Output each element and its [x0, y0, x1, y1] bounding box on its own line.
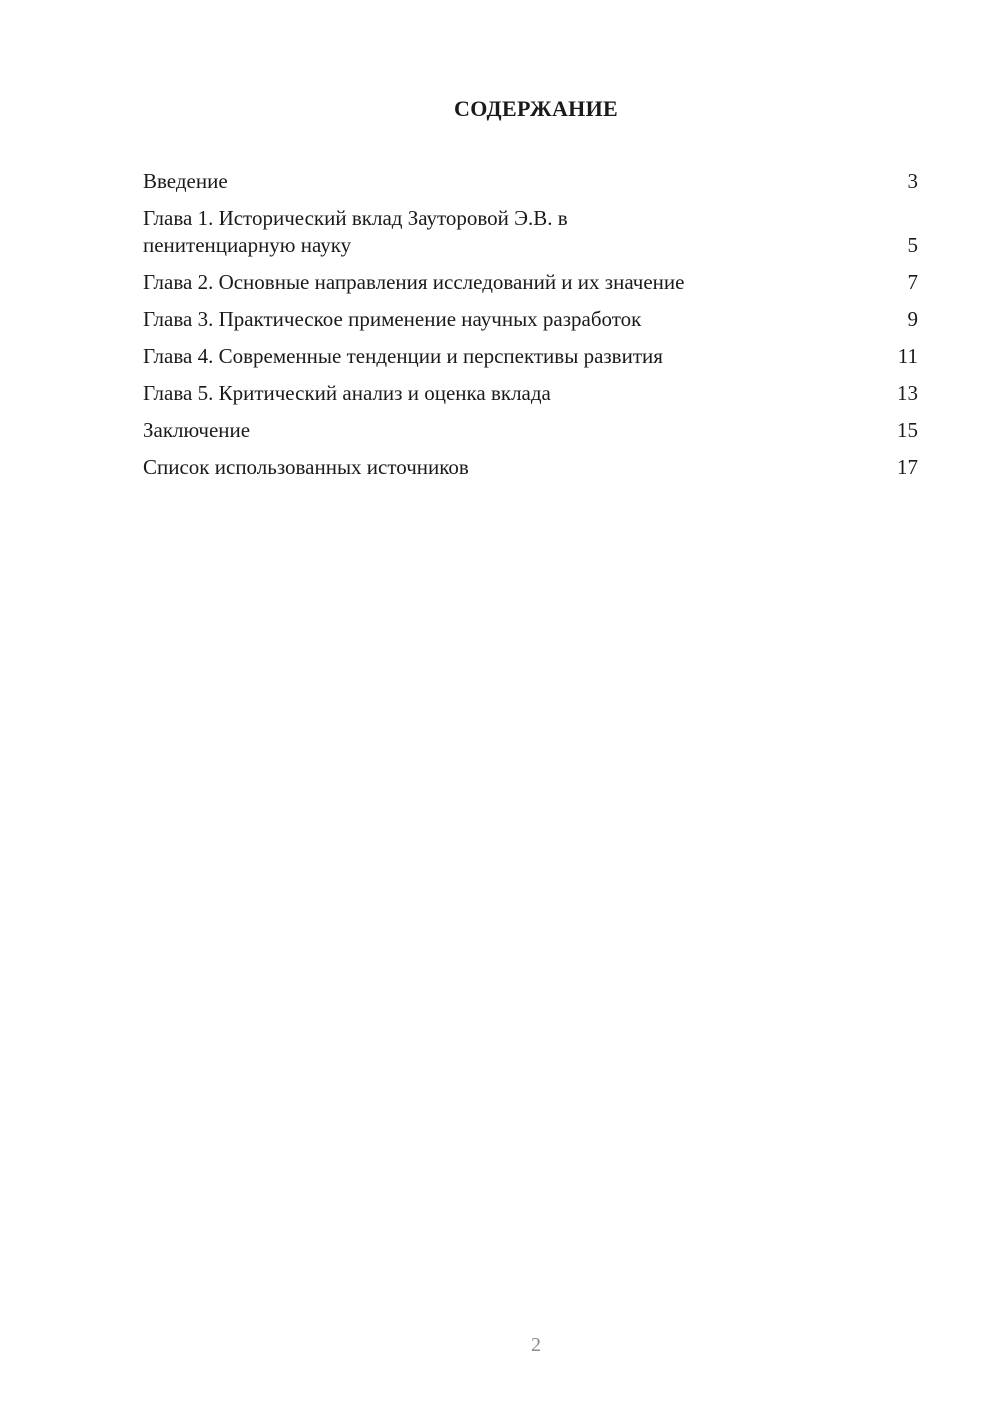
toc-entry-label: Глава 3. Практическое применение научных разработок [143, 307, 642, 331]
toc-entry-page: 7 [907, 270, 918, 294]
toc-entry-chapter-5 [143, 380, 918, 407]
toc-entry-chapter-2 [143, 269, 918, 296]
toc-entry-label: Глава 1. Исторический вклад Зауторовой Э.В. в пенитенциарную науку [143, 206, 568, 257]
toc-entry-label: Список использованных источников [143, 455, 469, 479]
toc-entry-page: 17 [897, 455, 918, 479]
toc-entry-chapter-4 [143, 343, 918, 370]
toc-entry-chapter-1 [143, 205, 918, 259]
toc-entry-page: 5 [907, 233, 918, 257]
toc-entry-introduction [143, 168, 918, 195]
toc-entry-label: Заключение [143, 418, 251, 442]
toc-entry-page: 11 [897, 344, 918, 368]
toc-entry-conclusion [143, 417, 918, 444]
page-number: 2 [531, 1334, 541, 1356]
table-of-contents [143, 168, 918, 491]
page-title: СОДЕРЖАНИЕ [454, 96, 618, 121]
toc-entry-page: 15 [897, 418, 918, 442]
toc-entry-label: Глава 2. Основные направления исследований и их значение [143, 270, 685, 294]
toc-entry-page: 13 [897, 381, 918, 405]
toc-entry-chapter-3 [143, 306, 918, 333]
toc-entry-page: 3 [907, 169, 918, 193]
toc-entry-label: Глава 4. Современные тенденции и перспективы развития [143, 344, 663, 368]
toc-entry-page: 9 [907, 307, 918, 331]
toc-entry-label: Введение [143, 169, 228, 193]
toc-entry-references [143, 454, 918, 481]
toc-entry-label: Глава 5. Критический анализ и оценка вклада [143, 381, 551, 405]
